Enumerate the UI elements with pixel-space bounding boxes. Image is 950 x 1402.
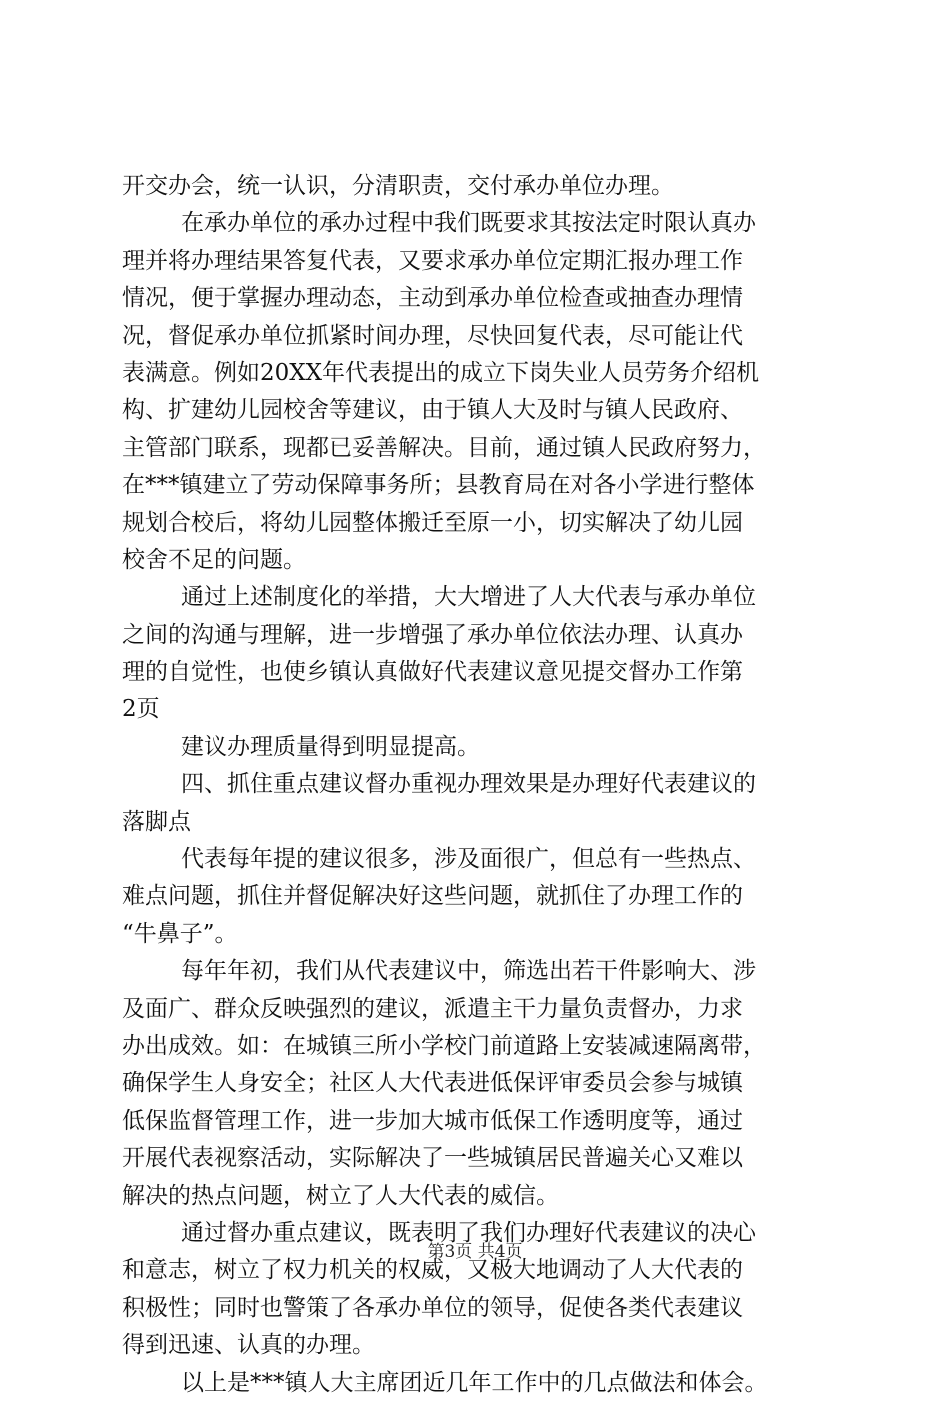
text-line: 通过督办重点建议，既表明了我们办理好代表建议的决心 xyxy=(181,1219,756,1246)
text-line: 得到迅速、认真的办理。 xyxy=(122,1332,375,1359)
text-line: 积极性；同时也警策了各承办单位的领导，促使各类代表建议 xyxy=(122,1294,743,1321)
text-line: 在承办单位的承办过程中我们既要求其按法定时限认真办 xyxy=(181,210,756,237)
text-line: 理的自觉性，也使乡镇认真做好代表建议意见提交督办工作第 xyxy=(122,659,743,686)
text-line: 之间的沟通与理解，进一步增强了承办单位依法办理、认真办 xyxy=(122,621,743,648)
text-line: 开展代表视察活动，实际解决了一些城镇居民普遍关心又难以 xyxy=(122,1145,743,1172)
text-line: 在***镇建立了劳动保障事务所；县教育局在对各小学进行整体 xyxy=(122,472,755,499)
text-line: 及面广、群众反映强烈的建议，派遣主干力量负责督办，力求 xyxy=(122,995,743,1022)
text-line: 构、扩建幼儿园校舍等建议，由于镇人大及时与镇人民政府、 xyxy=(122,397,743,424)
text-line: 难点问题，抓住并督促解决好这些问题，就抓住了办理工作的 xyxy=(122,883,743,910)
text-line: “牛鼻子”。 xyxy=(122,920,238,947)
page-number-footer: 第3页 共4页 xyxy=(427,1242,523,1262)
text-line: 情况，便于掌握办理动态，主动到承办单位检查或抽查办理情 xyxy=(122,285,743,312)
text-line: 代表每年提的建议很多，涉及面很广，但总有一些热点、 xyxy=(181,846,756,873)
text-line: 解决的热点问题，树立了人大代表的威信。 xyxy=(122,1182,559,1209)
text-line: 规划合校后，将幼儿园整体搬迁至原一小，切实解决了幼儿园 xyxy=(122,509,743,536)
section-heading-line: 四、抓住重点建议督办重视办理效果是办理好代表建议的 xyxy=(181,771,756,798)
text-line: 表满意。例如20XX年代表提出的成立下岗失业人员劳务介绍机 xyxy=(122,359,760,386)
text-line: 通过上述制度化的举措，大大增进了人大代表与承办单位 xyxy=(181,584,756,611)
text-line: 主管部门联系，现都已妥善解决。目前，通过镇人民政府努力， xyxy=(122,434,766,461)
text-line: 低保监督管理工作，进一步加大城市低保工作透明度等，通过 xyxy=(122,1107,743,1134)
text-line: 建议办理质量得到明显提高。 xyxy=(181,733,480,760)
text-line: 和意志，树立了权力机关的权威，又极大地调动了人大代表的 xyxy=(122,1257,743,1284)
section-heading-line: 落脚点 xyxy=(122,808,191,835)
text-line: 确保学生人身安全；社区人大代表进低保评审委员会参与城镇 xyxy=(122,1070,743,1097)
text-line: 校舍不足的问题。 xyxy=(122,546,306,573)
text-line: 开交办会，统一认识，分清职责，交付承办单位办理。 xyxy=(122,173,674,199)
text-line: 况，督促承办单位抓紧时间办理，尽快回复代表，尽可能让代 xyxy=(122,322,743,349)
text-line: 2页 xyxy=(122,696,160,723)
text-line: 每年年初，我们从代表建议中，筛选出若干件影响大、涉 xyxy=(181,958,756,985)
text-line: 办出成效。如：在城镇三所小学校门前道路上安装减速隔离带， xyxy=(122,1032,766,1059)
text-line: 以上是***镇人大主席团近几年工作中的几点做法和体会。 xyxy=(181,1369,768,1396)
document-body xyxy=(122,168,842,1402)
text-line: 理并将办理结果答复代表，又要求承办单位定期汇报办理工作 xyxy=(122,247,743,274)
